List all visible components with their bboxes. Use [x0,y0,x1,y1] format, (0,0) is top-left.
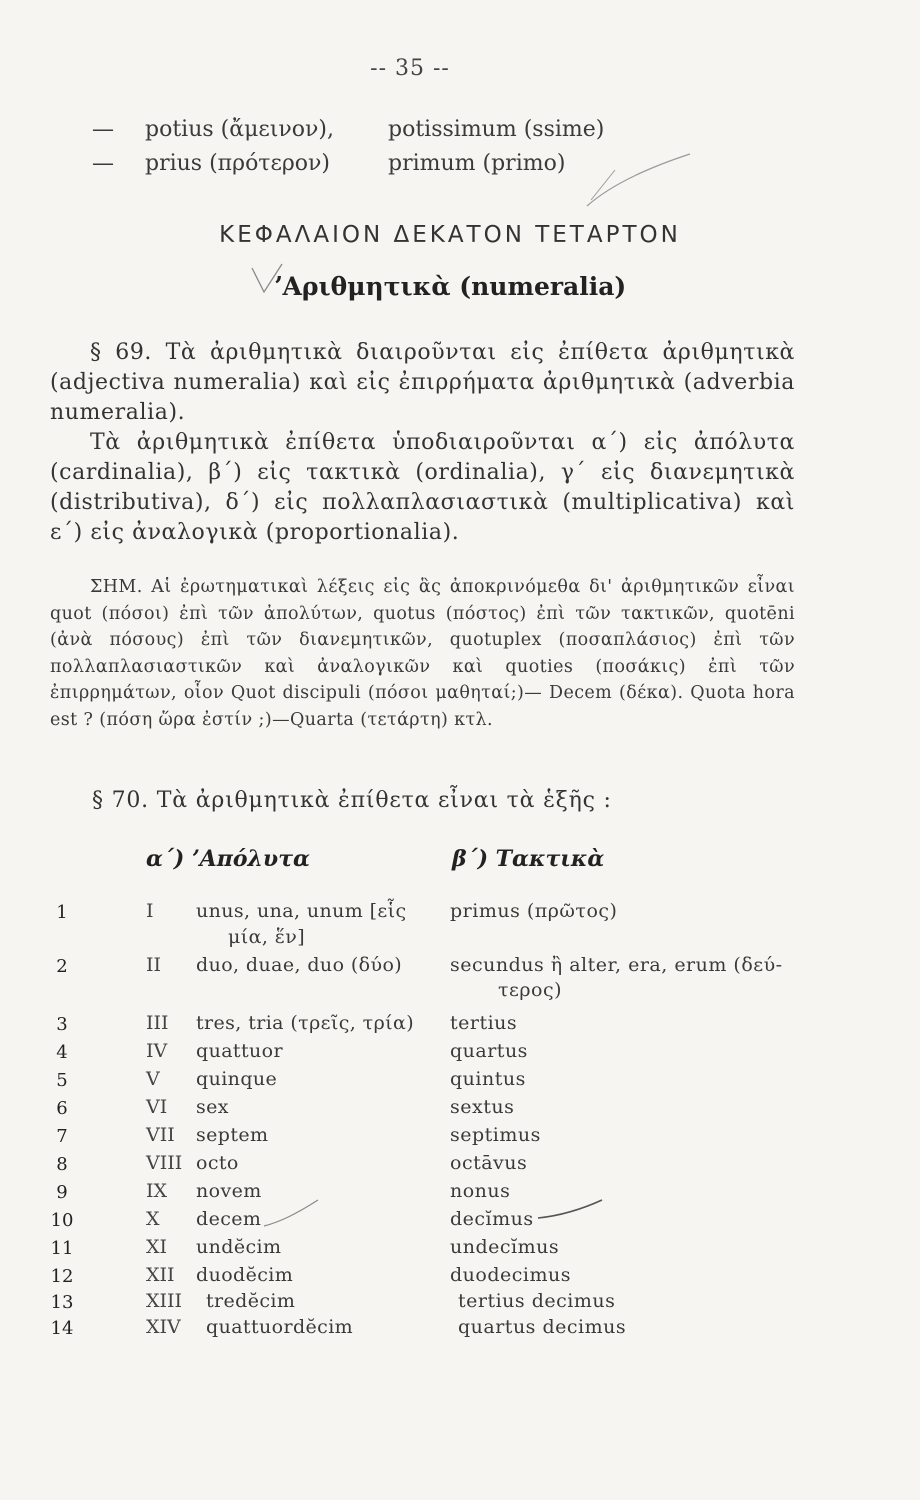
roman-numeral: II [146,954,162,976]
ordinal-word: duodecimus [450,1264,571,1286]
ordinal-word: primus (πρῶτος) [450,900,618,922]
ordinal-word: octāvus [450,1152,528,1174]
cardinal-word: sex [196,1096,229,1118]
ordinal-word: nonus [450,1180,511,1202]
row-number: 5 [56,1070,68,1091]
cardinal-word: octo [196,1152,239,1174]
ordinal-word: sextus [450,1096,515,1118]
row-number: 10 [50,1210,74,1231]
degree-positive: prius (πρότερον) [145,151,331,176]
cardinal-word: quinque [196,1068,278,1090]
pencil-mark [585,150,695,210]
roman-numeral: IX [146,1180,168,1202]
row-number: 11 [50,1238,74,1259]
row-number: 6 [56,1098,68,1119]
section-70-heading: § 70. Τὰ ἀριθμητικὰ ἐπίθετα εἶναι τὰ ἑξῆς : [92,788,612,813]
roman-numeral: XII [146,1264,175,1286]
dash-mark: — [92,117,114,142]
row-number: 8 [56,1154,68,1175]
pencil-mark [262,1196,322,1232]
ordinal-word: undecĭmus [450,1236,560,1258]
degree-superlative: primum (primo) [388,151,566,176]
roman-numeral: VII [146,1124,175,1146]
ordinal-word: septimus [450,1124,541,1146]
cardinal-word: decem [196,1208,262,1230]
note-paragraph [50,574,795,733]
cardinal-word: quattuor [196,1040,283,1062]
ordinal-word: decĭmus [450,1208,534,1230]
pencil-mark [536,1196,606,1226]
roman-numeral: XI [146,1236,168,1258]
cardinal-word: quattuordĕcim [206,1316,354,1338]
roman-numeral: VI [146,1096,168,1118]
note-text: ΣΗΜ. Αἱ ἐρωτηματικαὶ λέξεις εἰς ἃς ἀποκρινόμεθα δι' ἀριθμητικῶν εἶναι quot (πόσοι) ἐπὶ τῶν ἀπολύτων, quotus (πόστος) ἐπὶ τῶν τακτικῶν, quotēni (ἀνὰ πόσους) ἐπὶ τῶν διανεμητικῶν, quotuplex (ποσαπλάσιος) ἐπὶ τῶν πολλαπλασιαστικῶν καὶ ἀναλογικῶν καὶ quoties (ποσάκις) ἐπὶ τῶν ἐπιρρημάτων, οἷον Quot discipuli (πόσοι μαθηταί;)— Decem (δέκα). Quota hora est ? (πόση ὥρα ἐστίν ;)—Quarta (τετάρτη) κτλ. [50,577,795,730]
cardinal-word: tredĕcim [206,1290,296,1312]
ordinal-word-continued: τερος) [498,979,563,1001]
cardinal-word-continued: μία, ἕν] [228,926,306,948]
paragraph-adjectives [50,428,795,548]
roman-numeral: I [146,900,154,922]
ordinal-word: secundus ἢ alter, era, erum (δεύ- [450,954,783,976]
degree-positive: potius (ἄμεινον), [145,117,334,142]
row-number: 4 [56,1042,68,1063]
roman-numeral: III [146,1012,169,1034]
paragraph-adjectives-text: Τὰ ἀριθμητικὰ ἐπίθετα ὑποδιαιροῦνται α΄) εἰς ἀπόλυτα (cardinalia), β΄) εἰς τακτικὰ (ordinalia), γ΄ εἰς διανεμητικὰ (distributiva), δ΄) εἰς πολλαπλασιαστικὰ (multiplicativa) καὶ ε΄) εἰς ἀναλογικὰ (proportionalia). [50,430,795,545]
cardinal-word: duo, duae, duo (δύο) [196,954,403,976]
ordinal-word: quintus [450,1068,526,1090]
page-number: -- 35 -- [370,56,450,81]
paragraph-69 [50,338,795,428]
cardinal-word: undĕcim [196,1236,282,1258]
cardinal-word: tres, tria (τρεῖς, τρία) [196,1012,415,1034]
ordinal-word: quartus [450,1040,528,1062]
roman-numeral: XIII [146,1290,183,1312]
row-number: 3 [56,1014,68,1035]
row-number: 13 [50,1292,74,1313]
row-number: 12 [50,1266,74,1287]
column-heading-cardinal: α΄) ʼΑπόλυτα [146,846,310,872]
ordinal-word: tertius decimus [458,1290,616,1312]
roman-numeral: VIII [146,1152,183,1174]
row-number: 7 [56,1126,68,1147]
roman-numeral: X [146,1208,160,1230]
row-number: 14 [50,1318,74,1339]
roman-numeral: V [146,1068,160,1090]
row-number: 9 [56,1182,68,1203]
paragraph-69-text: § 69. Τὰ ἀριθμητικὰ διαιροῦνται εἰς ἐπίθετα ἀριθμητικὰ (adjectiva numeralia) καὶ εἰς ἐπιρρήματα ἀριθμητικὰ (adverbia numeralia). [50,340,795,425]
roman-numeral: IV [146,1040,168,1062]
dash-mark: — [92,151,114,176]
cardinal-word: septem [196,1124,269,1146]
chapter-heading: ΚΕΦΑΛΑΙΟΝ ΔΕΚΑΤΟΝ ΤΕΤΑΡΤΟΝ [219,222,681,248]
degree-superlative: potissimum (ssime) [388,117,605,142]
column-heading-ordinal: β΄) Τακτικὰ [452,846,605,872]
ordinal-word: tertius [450,1012,518,1034]
roman-numeral: XIV [146,1316,181,1338]
cardinal-word: duodĕcim [196,1264,294,1286]
cardinal-word: unus, una, unum [εἷς [196,900,407,922]
cardinal-word: novem [196,1180,262,1202]
row-number: 1 [56,902,68,923]
section-title: ʼΑριθμητικὰ (numeralia) [273,272,627,301]
ordinal-word: quartus decimus [458,1316,627,1338]
row-number: 2 [56,956,68,977]
